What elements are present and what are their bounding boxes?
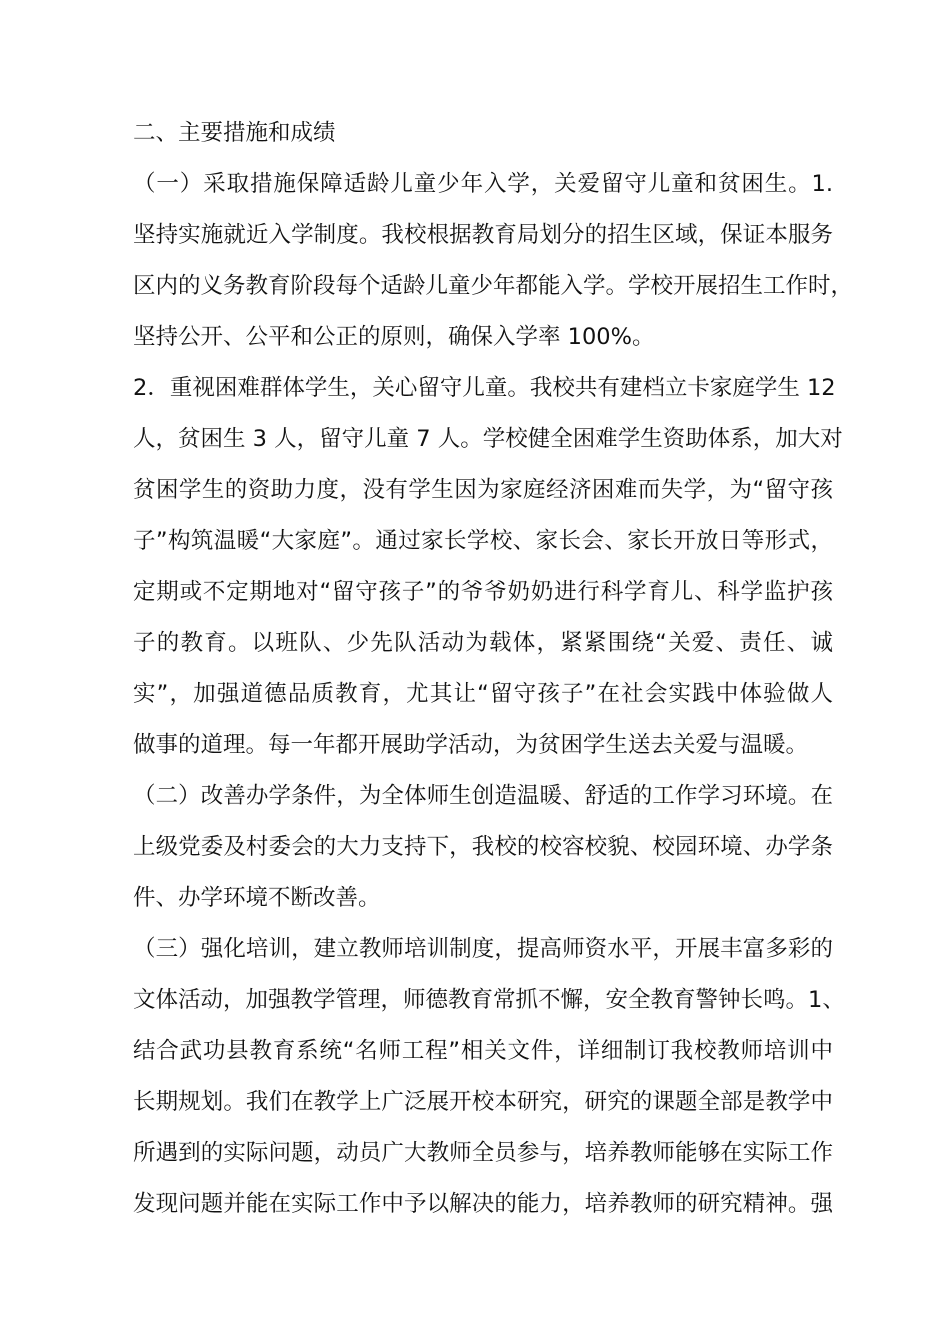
text-line: 定期或不定期地对“留守孩子”的爷爷奶奶进行科学育儿、科学监护孩 (133, 579, 833, 605)
text-line: 实”，加强道德品质教育，尤其让“留守孩子”在社会实践中体验做人 (133, 681, 833, 707)
text-line: 区内的义务教育阶段每个适龄儿童少年都能入学。学校开展招生工作时， (133, 273, 854, 299)
text-line: 2．重视困难群体学生，关心留守儿童。我校共有建档立卡家庭学生 12 (133, 375, 836, 401)
text-line: 结合武功县教育系统“名师工程”相关文件，详细制订我校教师培训中 (133, 1038, 833, 1064)
text-line: 上级党委及村委会的大力支持下，我校的校容校貌、校园环境、办学条 (133, 834, 833, 860)
text-line: 长期规划。我们在教学上广泛展开校本研究，研究的课题全部是教学中 (133, 1089, 833, 1115)
text-line: 所遇到的实际问题，动员广大教师全员参与，培养教师能够在实际工作 (133, 1140, 833, 1166)
text-line: 子”构筑温暖“大家庭”。通过家长学校、家长会、家长开放日等形式， (133, 528, 833, 554)
text-line: 贫困学生的资助力度，没有学生因为家庭经济困难而失学，为“留守孩 (133, 477, 833, 503)
text-line: 人，贫困生 3 人，留守儿童 7 人。学校健全困难学生资助体系，加大对 (133, 426, 843, 452)
text-line: 坚持公开、公平和公正的原则，确保入学率 100%。 (133, 324, 655, 350)
text-line: 发现问题并能在实际工作中予以解决的能力，培养教师的研究精神。强 (133, 1191, 833, 1217)
text-line: 文体活动，加强教学管理，师德教育常抓不懈，安全教育警钟长鸣。1、 (133, 987, 845, 1013)
text-line: 坚持实施就近入学制度。我校根据教育局划分的招生区域，保证本服务 (133, 222, 833, 248)
text-line: 件、办学环境不断改善。 (133, 885, 381, 911)
text-line: 子的教育。以班队、少先队活动为载体，紧紧围绕“关爱、责任、诚 (133, 630, 833, 656)
text-line: （三）强化培训，建立教师培训制度，提高师资水平，开展丰富多彩的 (133, 936, 833, 962)
text-line: 做事的道理。每一年都开展助学活动，为贫困学生送去关爱与温暖。 (133, 732, 809, 758)
section-heading: 二、主要措施和成绩 (133, 120, 336, 146)
text-line: （二）改善办学条件，为全体师生创造温暖、舒适的工作学习环境。在 (133, 783, 833, 809)
text-line: （一）采取措施保障适龄儿童少年入学，关爱留守儿童和贫困生。1. (133, 171, 833, 197)
